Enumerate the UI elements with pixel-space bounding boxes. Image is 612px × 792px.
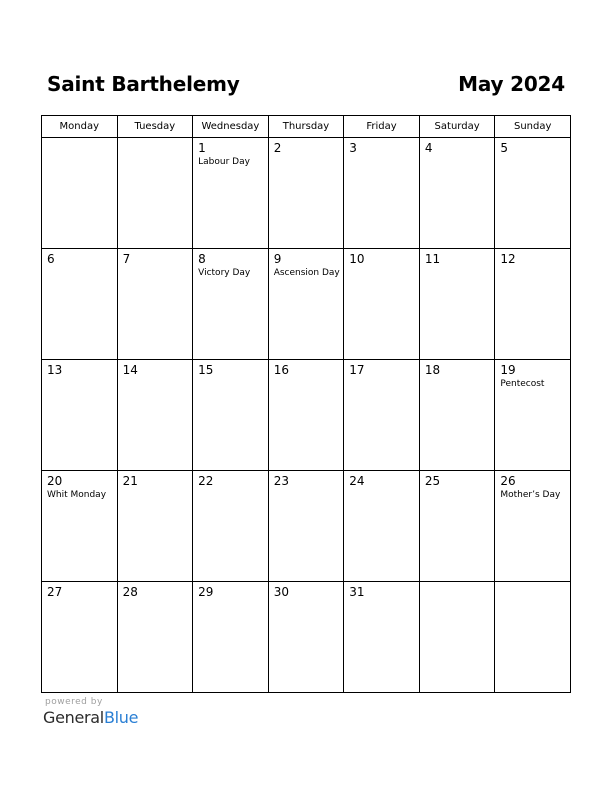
day-number: 16: [273, 363, 289, 377]
day-cell: [268, 471, 344, 582]
day-number: 12: [500, 252, 516, 266]
day-cell: [117, 471, 193, 582]
day-cell: [419, 471, 495, 582]
weekday-monday: Monday: [42, 116, 118, 138]
calendar-header: [47, 72, 565, 98]
day-cell: [419, 138, 495, 249]
week-row: [42, 582, 571, 693]
week-row: [42, 249, 571, 360]
day-number: 4: [424, 141, 433, 155]
region-title: Saint Barthelemy: [47, 72, 240, 96]
day-cell: [344, 582, 420, 693]
week-row: [42, 360, 571, 471]
day-number: 10: [349, 252, 365, 266]
day-number: 11: [424, 252, 441, 266]
month-year-title: May 2024: [458, 72, 565, 96]
day-cell: [193, 360, 269, 471]
day-cell: [344, 471, 420, 582]
holiday-label: Mother’s Day: [500, 490, 561, 500]
week-row: [42, 138, 571, 249]
day-number: 17: [349, 363, 365, 377]
day-number: 25: [424, 474, 441, 488]
day-cell: [117, 138, 193, 249]
day-number: 13: [47, 363, 63, 377]
day-number: 20: [47, 474, 63, 488]
day-number: 27: [47, 585, 63, 599]
day-cell: [495, 582, 571, 693]
day-cell: [344, 138, 420, 249]
weekday-friday: Friday: [344, 116, 420, 138]
day-number: 28: [122, 585, 138, 599]
day-cell: [495, 360, 571, 471]
day-cell: [419, 360, 495, 471]
day-cell: [193, 249, 269, 360]
day-cell: [117, 249, 193, 360]
day-number: 15: [198, 363, 214, 377]
day-number: 19: [500, 363, 516, 377]
day-number: 1: [198, 141, 206, 155]
day-cell: [42, 249, 118, 360]
day-number: 29: [198, 585, 214, 599]
day-cell: [42, 582, 118, 693]
day-number: 21: [122, 474, 138, 488]
brand-blue: Blue: [103, 708, 139, 727]
day-number: 9: [273, 252, 282, 266]
day-number: 30: [273, 585, 289, 599]
day-number: 3: [349, 141, 357, 155]
holiday-label: Victory Day: [198, 268, 251, 278]
day-cell: [193, 582, 269, 693]
weekday-sunday: Sunday: [495, 116, 571, 138]
weekday-tuesday: Tuesday: [117, 116, 193, 138]
day-cell: [42, 471, 118, 582]
day-cell: [268, 582, 344, 693]
day-number: 23: [273, 474, 289, 488]
day-cell: [268, 360, 344, 471]
calendar-grid: [41, 115, 571, 693]
day-cell: [117, 360, 193, 471]
day-number: 24: [349, 474, 365, 488]
day-number: 26: [500, 474, 516, 488]
day-number: 7: [122, 252, 131, 266]
day-cell: [193, 471, 269, 582]
holiday-label: Pentecost: [500, 379, 545, 389]
day-cell: [268, 138, 344, 249]
day-number: 8: [198, 252, 206, 266]
day-cell: [42, 138, 118, 249]
day-cell: [419, 249, 495, 360]
generalblue-logo[interactable]: [43, 708, 138, 727]
day-cell: [193, 138, 269, 249]
day-cell: [42, 360, 118, 471]
day-cell: [344, 249, 420, 360]
brand-general: General: [43, 708, 104, 727]
weekday-header-row: [42, 116, 571, 138]
day-number: 31: [349, 585, 365, 599]
day-number: 5: [500, 141, 509, 155]
weekday-wednesday: Wednesday: [193, 116, 269, 138]
day-cell: [117, 582, 193, 693]
day-number: 22: [198, 474, 214, 488]
day-cell: [344, 360, 420, 471]
day-cell: [495, 138, 571, 249]
weekday-thursday: Thursday: [268, 116, 344, 138]
holiday-label: Whit Monday: [47, 490, 107, 500]
day-cell: [495, 471, 571, 582]
day-cell: [495, 249, 571, 360]
weekday-saturday: Saturday: [419, 116, 495, 138]
holiday-label: Ascension Day: [273, 268, 340, 278]
powered-by-label: powered by: [45, 697, 103, 707]
day-number: 6: [47, 252, 55, 266]
day-cell: [419, 582, 495, 693]
day-number: 18: [424, 363, 441, 377]
day-cell: [268, 249, 344, 360]
day-number: 14: [122, 363, 138, 377]
day-number: 2: [273, 141, 282, 155]
holiday-label: Labour Day: [198, 157, 250, 167]
week-row: [42, 471, 571, 582]
footer-branding: [43, 697, 138, 727]
